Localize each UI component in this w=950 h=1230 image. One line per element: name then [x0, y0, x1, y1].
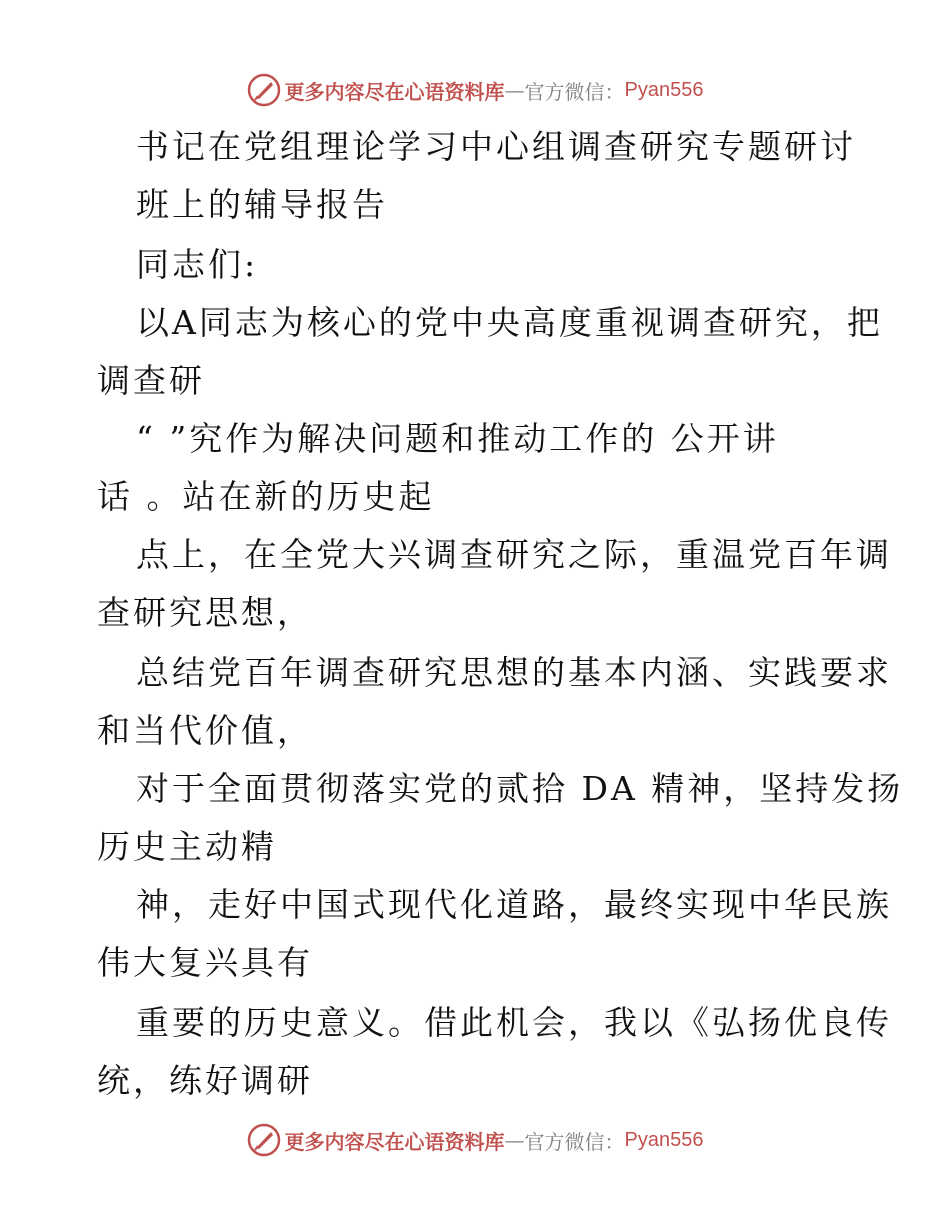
footer-banner — [0, 1120, 950, 1160]
doc-line: 历史主动精 — [97, 827, 277, 866]
banner-wechat-id: Pyan556 — [624, 1128, 704, 1151]
doc-line-title: 书记在党组理论学习中心组调查研究专题研讨 — [136, 127, 856, 166]
banner-brand-text: 更多内容尽在心语资料库 — [284, 79, 505, 104]
doc-line: 重要的历史意义。借此机会，我以《弘扬优良传 — [136, 1003, 892, 1042]
doc-line: 和当代价值， — [97, 711, 313, 750]
doc-line: 神，走好中国式现代化道路，最终实现中华民族 — [136, 885, 892, 924]
doc-line: 伟大复兴具有 — [97, 943, 313, 982]
banner-wechat-label: 官方微信： — [524, 79, 625, 104]
banner-separator: — — [504, 1128, 525, 1152]
doc-line-salutation: 同志们: — [136, 245, 259, 284]
header-banner — [0, 70, 950, 110]
banner-wechat-label: 官方微信： — [524, 1129, 625, 1154]
doc-line-subtitle: 班上的辅导报告 — [136, 185, 388, 224]
doc-line: 点上，在全党大兴调查研究之际，重温党百年调 — [136, 535, 892, 574]
doc-line: 调查研 — [97, 361, 205, 400]
doc-line: 统，练好调研 — [97, 1061, 313, 1100]
doc-line: “ ”究作为解决问题和推动工作的 公开讲 — [136, 419, 779, 458]
doc-line: 对于全面贯彻落实党的贰拾 DA 精神，坚持发扬 — [136, 769, 904, 808]
feather-pen-logo-icon — [247, 73, 281, 107]
doc-line: 查研究思想， — [97, 593, 313, 632]
doc-line: 以A同志为核心的党中央高度重视调查研究，把 — [136, 303, 883, 342]
doc-line: 话 。站在新的历史起 — [97, 477, 435, 516]
feather-pen-logo-icon — [247, 1123, 281, 1157]
banner-brand-text: 更多内容尽在心语资料库 — [284, 1129, 505, 1154]
banner-separator: — — [504, 78, 525, 102]
banner-wechat-id: Pyan556 — [624, 78, 704, 101]
doc-line: 总结党百年调查研究思想的基本内涵、实践要求 — [136, 653, 892, 692]
